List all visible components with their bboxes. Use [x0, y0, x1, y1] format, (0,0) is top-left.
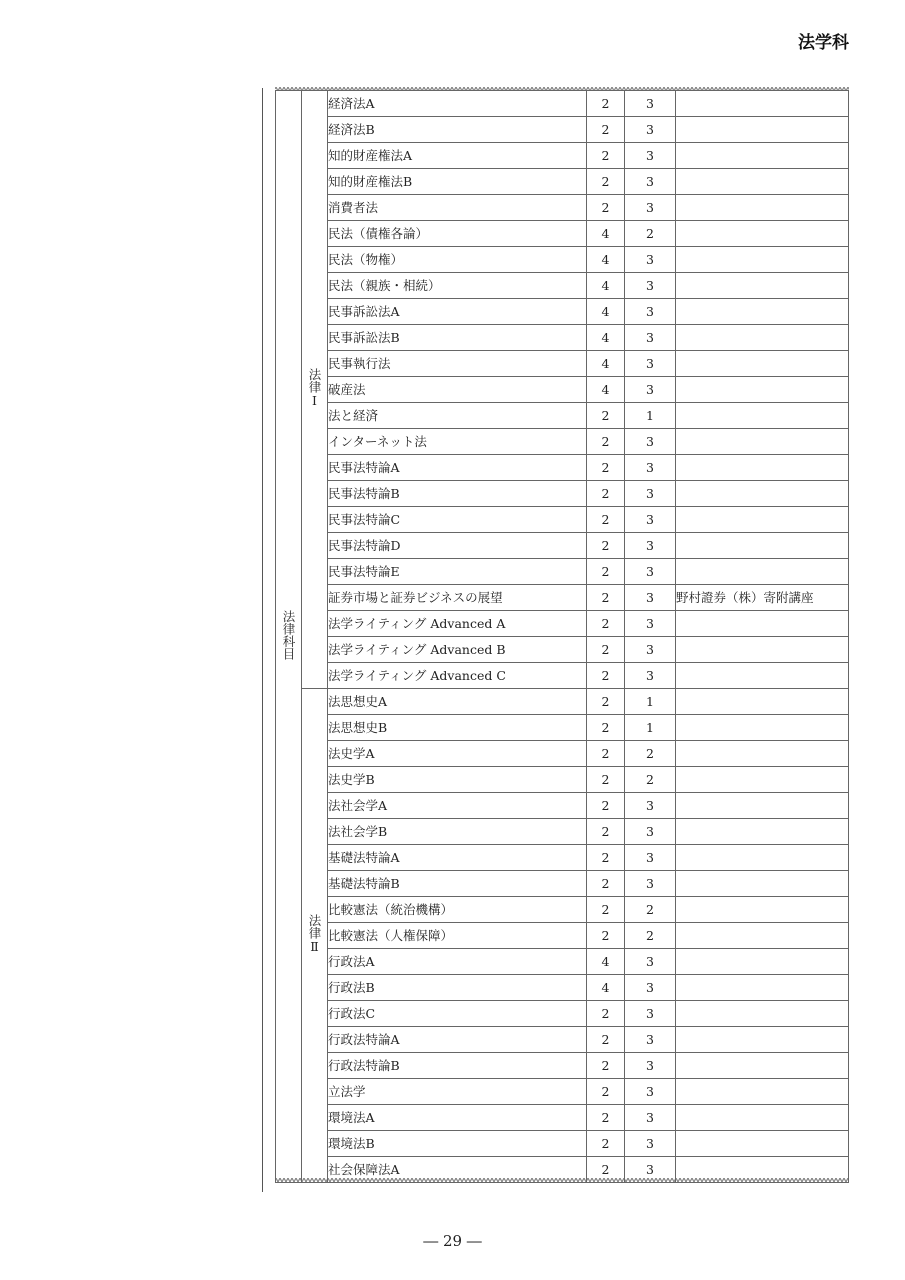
- year-cell: 3: [625, 143, 676, 169]
- credits-cell: 4: [587, 299, 625, 325]
- table-row: [276, 533, 849, 559]
- year-cell: 3: [625, 1131, 676, 1157]
- table-row: [276, 715, 849, 741]
- table-row: [276, 299, 849, 325]
- course-name-cell: 行政法特論A: [328, 1027, 587, 1053]
- credits-cell: 2: [587, 1131, 625, 1157]
- table-row: [276, 1105, 849, 1131]
- note-cell: [676, 897, 849, 923]
- course-name-cell: 法思想史A: [328, 689, 587, 715]
- course-name-cell: 民事訴訟法B: [328, 325, 587, 351]
- year-cell: 3: [625, 351, 676, 377]
- note-cell: [676, 1131, 849, 1157]
- course-name-cell: 法思想史B: [328, 715, 587, 741]
- credits-cell: 4: [587, 221, 625, 247]
- course-name-cell: 立法学: [328, 1079, 587, 1105]
- credits-cell: 4: [587, 351, 625, 377]
- credits-cell: 2: [587, 845, 625, 871]
- course-name-cell: 行政法A: [328, 949, 587, 975]
- year-cell: 3: [625, 949, 676, 975]
- credits-cell: 4: [587, 975, 625, 1001]
- year-cell: 3: [625, 1157, 676, 1183]
- course-name-cell: 基礎法特論A: [328, 845, 587, 871]
- course-name-cell: 民事法特論D: [328, 533, 587, 559]
- table-row: [276, 767, 849, 793]
- year-cell: 3: [625, 507, 676, 533]
- table-row: [276, 455, 849, 481]
- course-name-cell: 民事法特論A: [328, 455, 587, 481]
- table-row: [276, 741, 849, 767]
- course-name-cell: 法学ライティング Advanced A: [328, 611, 587, 637]
- table-row: [276, 663, 849, 689]
- year-cell: 3: [625, 169, 676, 195]
- table-row: [276, 793, 849, 819]
- table-row: [276, 1131, 849, 1157]
- year-cell: 3: [625, 1079, 676, 1105]
- year-cell: 3: [625, 325, 676, 351]
- table-row: [276, 689, 849, 715]
- year-cell: 3: [625, 585, 676, 611]
- year-cell: 3: [625, 1001, 676, 1027]
- year-cell: 3: [625, 663, 676, 689]
- category-cell: [276, 91, 302, 1183]
- table-row: [276, 169, 849, 195]
- course-name-cell: 法史学B: [328, 767, 587, 793]
- table-row: [276, 975, 849, 1001]
- table-row: [276, 117, 849, 143]
- credits-cell: 2: [587, 715, 625, 741]
- page-number: ― 29 ―: [423, 1232, 482, 1250]
- year-cell: 3: [625, 559, 676, 585]
- credits-cell: 2: [587, 117, 625, 143]
- course-name-cell: 法と経済: [328, 403, 587, 429]
- note-cell: [676, 507, 849, 533]
- credits-cell: 2: [587, 533, 625, 559]
- note-cell: [676, 325, 849, 351]
- table-row: [276, 559, 849, 585]
- year-cell: 2: [625, 741, 676, 767]
- table-row: [276, 923, 849, 949]
- note-cell: [676, 247, 849, 273]
- table-row: [276, 819, 849, 845]
- credits-cell: 2: [587, 507, 625, 533]
- table-row: [276, 325, 849, 351]
- note-cell: [676, 403, 849, 429]
- course-name-cell: 知的財産権法B: [328, 169, 587, 195]
- table-row: [276, 247, 849, 273]
- note-cell: [676, 871, 849, 897]
- table-row: [276, 585, 849, 611]
- credits-cell: 2: [587, 1079, 625, 1105]
- course-name-cell: 法学ライティング Advanced C: [328, 663, 587, 689]
- course-name-cell: 法学ライティング Advanced B: [328, 637, 587, 663]
- year-cell: 3: [625, 299, 676, 325]
- course-name-cell: 比較憲法（統治機構）: [328, 897, 587, 923]
- note-cell: [676, 819, 849, 845]
- note-cell: [676, 689, 849, 715]
- year-cell: 2: [625, 221, 676, 247]
- note-cell: [676, 273, 849, 299]
- course-name-cell: 民事法特論B: [328, 481, 587, 507]
- table-row: [276, 195, 849, 221]
- course-name-cell: 社会保障法A: [328, 1157, 587, 1183]
- year-cell: 3: [625, 845, 676, 871]
- course-name-cell: 民事執行法: [328, 351, 587, 377]
- course-name-cell: 法社会学A: [328, 793, 587, 819]
- table-row: [276, 91, 849, 117]
- course-name-cell: 環境法A: [328, 1105, 587, 1131]
- course-table-body: [276, 91, 849, 1183]
- note-cell: [676, 455, 849, 481]
- year-cell: 2: [625, 767, 676, 793]
- credits-cell: 2: [587, 871, 625, 897]
- year-cell: 3: [625, 91, 676, 117]
- note-cell: [676, 637, 849, 663]
- year-cell: 3: [625, 611, 676, 637]
- year-cell: 3: [625, 975, 676, 1001]
- year-cell: 1: [625, 403, 676, 429]
- note-cell: [676, 351, 849, 377]
- year-cell: 1: [625, 689, 676, 715]
- credits-cell: 2: [587, 91, 625, 117]
- year-cell: 3: [625, 455, 676, 481]
- table-row: [276, 611, 849, 637]
- note-cell: [676, 169, 849, 195]
- subcategory-cell: [302, 689, 328, 1183]
- note-cell: [676, 533, 849, 559]
- note-cell: [676, 923, 849, 949]
- credits-cell: 2: [587, 1053, 625, 1079]
- credits-cell: 2: [587, 169, 625, 195]
- note-cell: [676, 377, 849, 403]
- table-row: [276, 845, 849, 871]
- credits-cell: 2: [587, 585, 625, 611]
- note-cell: [676, 91, 849, 117]
- year-cell: 3: [625, 247, 676, 273]
- subcategory-cell: [302, 91, 328, 689]
- year-cell: 3: [625, 637, 676, 663]
- department-title: 法学科: [798, 33, 849, 53]
- course-name-cell: 行政法C: [328, 1001, 587, 1027]
- course-name-cell: 比較憲法（人権保障）: [328, 923, 587, 949]
- course-name-cell: 法社会学B: [328, 819, 587, 845]
- course-name-cell: 知的財産権法A: [328, 143, 587, 169]
- credits-cell: 2: [587, 663, 625, 689]
- year-cell: 3: [625, 1027, 676, 1053]
- subcategory-label: 法律Ⅰ: [307, 368, 322, 408]
- note-cell: [676, 1105, 849, 1131]
- course-name-cell: 基礎法特論B: [328, 871, 587, 897]
- table-row: [276, 1001, 849, 1027]
- credits-cell: 2: [587, 741, 625, 767]
- course-name-cell: 破産法: [328, 377, 587, 403]
- table-row: [276, 429, 849, 455]
- course-name-cell: 証券市場と証券ビジネスの展望: [328, 585, 587, 611]
- table-row: [276, 351, 849, 377]
- note-cell: 野村證券（株）寄附講座: [676, 585, 849, 611]
- table-row: [276, 871, 849, 897]
- note-cell: [676, 611, 849, 637]
- table-row: [276, 507, 849, 533]
- credits-cell: 4: [587, 377, 625, 403]
- course-name-cell: 消費者法: [328, 195, 587, 221]
- credits-cell: 4: [587, 247, 625, 273]
- year-cell: 2: [625, 923, 676, 949]
- year-cell: 3: [625, 1053, 676, 1079]
- note-cell: [676, 845, 849, 871]
- year-cell: 1: [625, 715, 676, 741]
- table-row: [276, 221, 849, 247]
- credits-cell: 2: [587, 429, 625, 455]
- note-cell: [676, 1079, 849, 1105]
- year-cell: 3: [625, 117, 676, 143]
- year-cell: 3: [625, 481, 676, 507]
- course-name-cell: 行政法B: [328, 975, 587, 1001]
- credits-cell: 2: [587, 1027, 625, 1053]
- note-cell: [676, 975, 849, 1001]
- note-cell: [676, 117, 849, 143]
- table-row: [276, 1079, 849, 1105]
- table-row: [276, 949, 849, 975]
- credits-cell: 2: [587, 1105, 625, 1131]
- note-cell: [676, 481, 849, 507]
- course-name-cell: 民法（物権）: [328, 247, 587, 273]
- table-row: [276, 637, 849, 663]
- credits-cell: 2: [587, 1001, 625, 1027]
- category-label: 法律科目: [281, 610, 296, 660]
- credits-cell: 2: [587, 195, 625, 221]
- course-name-cell: 経済法A: [328, 91, 587, 117]
- table-row: [276, 897, 849, 923]
- year-cell: 3: [625, 195, 676, 221]
- credits-cell: 2: [587, 637, 625, 663]
- credits-cell: 2: [587, 559, 625, 585]
- credits-cell: 2: [587, 611, 625, 637]
- table-row: [276, 481, 849, 507]
- credits-cell: 4: [587, 325, 625, 351]
- year-cell: 3: [625, 1105, 676, 1131]
- table-break-bottom: [275, 1177, 849, 1183]
- course-table: [275, 90, 849, 1183]
- note-cell: [676, 793, 849, 819]
- credits-cell: 4: [587, 273, 625, 299]
- credits-cell: 2: [587, 767, 625, 793]
- course-name-cell: 環境法B: [328, 1131, 587, 1157]
- year-cell: 3: [625, 429, 676, 455]
- note-cell: [676, 1053, 849, 1079]
- note-cell: [676, 143, 849, 169]
- note-cell: [676, 663, 849, 689]
- credits-cell: 2: [587, 689, 625, 715]
- credits-cell: 2: [587, 455, 625, 481]
- table-row: [276, 273, 849, 299]
- year-cell: 3: [625, 793, 676, 819]
- year-cell: 3: [625, 871, 676, 897]
- margin-rule: [262, 88, 263, 1192]
- note-cell: [676, 559, 849, 585]
- credits-cell: 2: [587, 143, 625, 169]
- credits-cell: 2: [587, 403, 625, 429]
- note-cell: [676, 221, 849, 247]
- note-cell: [676, 195, 849, 221]
- credits-cell: 2: [587, 1157, 625, 1183]
- year-cell: 3: [625, 377, 676, 403]
- course-name-cell: 経済法B: [328, 117, 587, 143]
- course-name-cell: 法史学A: [328, 741, 587, 767]
- course-name-cell: 民法（親族・相続）: [328, 273, 587, 299]
- course-name-cell: 民法（債権各論）: [328, 221, 587, 247]
- note-cell: [676, 741, 849, 767]
- credits-cell: 2: [587, 793, 625, 819]
- table-row: [276, 1053, 849, 1079]
- note-cell: [676, 1027, 849, 1053]
- note-cell: [676, 429, 849, 455]
- table-row: [276, 403, 849, 429]
- table-row: [276, 143, 849, 169]
- course-name-cell: インターネット法: [328, 429, 587, 455]
- course-name-cell: 民事法特論E: [328, 559, 587, 585]
- credits-cell: 2: [587, 481, 625, 507]
- credits-cell: 2: [587, 923, 625, 949]
- year-cell: 3: [625, 273, 676, 299]
- credits-cell: 2: [587, 819, 625, 845]
- year-cell: 2: [625, 897, 676, 923]
- note-cell: [676, 299, 849, 325]
- year-cell: 3: [625, 819, 676, 845]
- course-name-cell: 民事訴訟法A: [328, 299, 587, 325]
- note-cell: [676, 1001, 849, 1027]
- course-name-cell: 民事法特論C: [328, 507, 587, 533]
- table-row: [276, 377, 849, 403]
- course-name-cell: 行政法特論B: [328, 1053, 587, 1079]
- table-row: [276, 1027, 849, 1053]
- note-cell: [676, 715, 849, 741]
- credits-cell: 4: [587, 949, 625, 975]
- note-cell: [676, 767, 849, 793]
- subcategory-label: 法律Ⅱ: [307, 914, 322, 954]
- year-cell: 3: [625, 533, 676, 559]
- note-cell: [676, 949, 849, 975]
- credits-cell: 2: [587, 897, 625, 923]
